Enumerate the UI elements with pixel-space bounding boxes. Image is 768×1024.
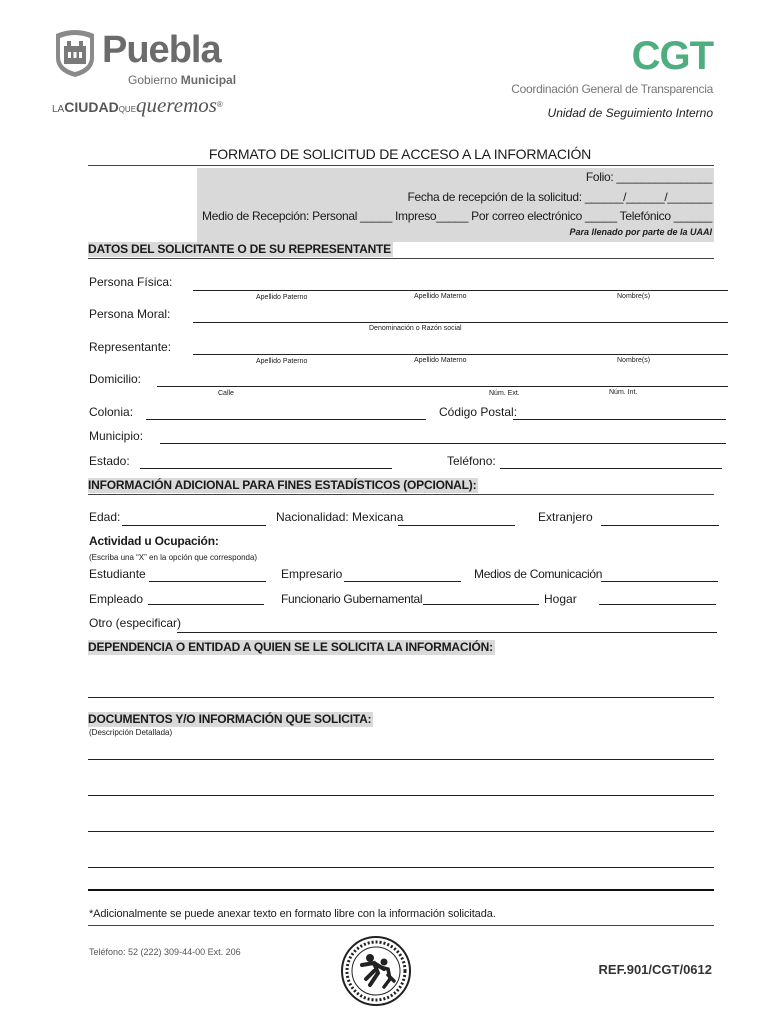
- unit-name: Unidad de Seguimiento Interno: [547, 106, 713, 120]
- apellido-materno-caption: Apellido Materno: [414, 293, 467, 300]
- gobierno-word: Gobierno: [128, 73, 178, 87]
- documentos-bottom-rule: [88, 889, 714, 891]
- empleado-line[interactable]: [148, 604, 264, 605]
- colonia-line[interactable]: [146, 419, 426, 420]
- edad-label: Edad:: [89, 510, 121, 524]
- dependencia-line[interactable]: [88, 697, 714, 698]
- estado-label: Estado:: [89, 454, 130, 468]
- documentos-line-2[interactable]: [88, 795, 714, 796]
- nombres-caption: Nombre(s): [617, 293, 651, 300]
- documentos-subcaption: (Descripción Detallada): [89, 728, 173, 737]
- cgt-logo: [511, 30, 715, 124]
- medios-label: Medios de Comunicación: [474, 567, 603, 581]
- persona-moral-line[interactable]: [193, 322, 728, 323]
- domicilio-label: Domicilio:: [89, 372, 142, 386]
- section-documentos: DOCUMENTOS Y/O INFORMACIÓN QUE SOLICITA:: [88, 712, 372, 726]
- municipio-label: Municipio:: [89, 429, 144, 443]
- estudiante-line[interactable]: [149, 581, 266, 582]
- otro-label: Otro (especificar): [89, 616, 182, 630]
- num-int-caption: Núm. Int.: [609, 389, 638, 396]
- codigo-postal-line[interactable]: [513, 419, 726, 420]
- representante-label: Representante:: [89, 340, 172, 354]
- office-use-note: Para llenado por parte de la UAAI: [569, 227, 712, 237]
- codigo-postal-label: Código Postal:: [439, 405, 518, 419]
- puebla-wordmark: Puebla: [102, 29, 221, 71]
- reference-code: REF.901/CGT/0612: [598, 962, 712, 977]
- empresario-label: Empresario: [281, 567, 343, 581]
- section-dependencia: DEPENDENCIA O ENTIDAD A QUIEN SE LE SOLICITA LA INFORMACIÓN:: [88, 640, 493, 654]
- funcionario-line[interactable]: [423, 604, 539, 605]
- documentos-line-1[interactable]: [88, 759, 714, 760]
- folio-field: Folio: _______________: [585, 170, 712, 184]
- hogar-label: Hogar: [544, 592, 577, 606]
- estudiante-label: Estudiante: [89, 567, 146, 581]
- tagline: [52, 94, 223, 121]
- persona-fisica-line[interactable]: [193, 290, 728, 291]
- funcionario-label: Funcionario Gubernamental: [281, 592, 423, 606]
- form-title: FORMATO DE SOLICITUD DE ACCESO A LA INFORMACIÓN: [208, 146, 592, 162]
- medio-recepcion-field: Medio de Recepción: Personal _____ Impreso_____ Por correo electrónico _____ Telefónico ______: [202, 209, 712, 223]
- puebla-logo: [52, 28, 242, 122]
- footer-phone: Teléfono: 52 (222) 309-44-00 Ext. 206: [89, 947, 241, 957]
- section-solicitante: DATOS DEL SOLICITANTE O DE SU REPRESENTANTE: [88, 242, 391, 256]
- hogar-line[interactable]: [599, 604, 716, 605]
- footnote-rule: [88, 925, 714, 926]
- medios-line[interactable]: [601, 581, 718, 582]
- persona-fisica-label: Persona Física:: [89, 275, 173, 289]
- tagline-que: QUE: [118, 105, 137, 114]
- empresario-line[interactable]: [344, 581, 461, 582]
- running-figures-seal-icon: [340, 935, 412, 1007]
- apellido-paterno-caption: Apellido Paterno: [256, 294, 308, 301]
- extranjero-line[interactable]: [601, 525, 719, 526]
- extranjero-label: Extranjero: [538, 510, 593, 524]
- rep-apellido-materno-caption: Apellido Materno: [414, 357, 467, 364]
- municipio-line[interactable]: [160, 443, 726, 444]
- telefono-label: Teléfono:: [447, 454, 496, 468]
- empleado-label: Empleado: [89, 592, 144, 606]
- section-adicional: INFORMACIÓN ADICIONAL PARA FINES ESTADÍSTICOS (OPCIONAL):: [88, 478, 477, 492]
- tagline-queremos: queremos: [136, 93, 217, 117]
- telefono-line[interactable]: [500, 468, 722, 469]
- cgt-fullname: Coordinación General de Transparencia: [511, 82, 713, 96]
- nacionalidad-label: Nacionalidad: Mexicana: [276, 510, 404, 524]
- calle-caption: Calle: [218, 390, 234, 397]
- documentos-line-3[interactable]: [88, 831, 714, 832]
- fecha-recepcion-field: Fecha de recepción de la solicitud: ______/______/_______: [407, 190, 712, 204]
- tagline-la: LA: [52, 104, 65, 115]
- colonia-label: Colonia:: [89, 405, 134, 419]
- documentos-line-4[interactable]: [88, 867, 714, 868]
- actividad-label: Actividad u Ocupación:: [89, 534, 219, 548]
- edad-line[interactable]: [122, 525, 266, 526]
- num-ext-caption: Núm. Ext.: [489, 390, 520, 397]
- domicilio-line[interactable]: [157, 386, 728, 387]
- nacionalidad-line[interactable]: [398, 525, 515, 526]
- tagline-mark: ®: [216, 100, 223, 109]
- denominacion-caption: Denominación o Razón social: [369, 325, 462, 332]
- otro-line[interactable]: [177, 632, 717, 633]
- title-rule: [88, 165, 714, 166]
- persona-moral-label: Persona Moral:: [89, 307, 171, 321]
- municipal-word: Municipal: [180, 73, 237, 87]
- gobierno-label: [128, 73, 236, 87]
- section-adicional-rule: [88, 494, 714, 495]
- cgt-acronym: CGT: [631, 34, 713, 78]
- rep-apellido-paterno-caption: Apellido Paterno: [256, 358, 308, 365]
- actividad-note: (Escriba una “X” en la opción que corresponda): [89, 553, 258, 562]
- rep-nombres-caption: Nombre(s): [617, 357, 651, 364]
- estado-line[interactable]: [140, 468, 392, 469]
- section-solicitante-rule: [88, 258, 714, 259]
- tagline-ciudad: CIUDAD: [64, 99, 119, 115]
- city-shield-icon: [52, 28, 98, 78]
- representante-line[interactable]: [193, 354, 728, 355]
- footnote: *Adicionalmente se puede anexar texto en formato libre con la información solicitada.: [89, 908, 496, 920]
